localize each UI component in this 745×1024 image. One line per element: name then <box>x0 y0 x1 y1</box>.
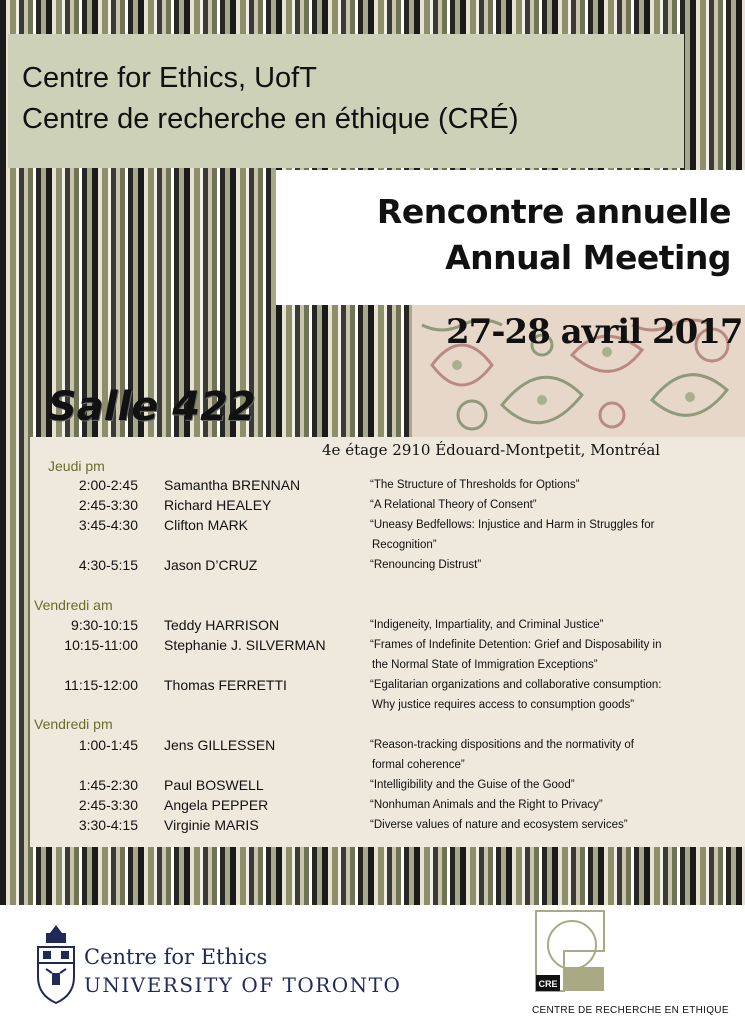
session-talk: “Uneasy Bedfellows: Injustice and Harm in Struggles for <box>370 519 655 531</box>
footer <box>0 905 745 1024</box>
session-time: 2:45-3:30 <box>78 497 138 513</box>
session-time: 11:15-12:00 <box>64 677 138 693</box>
session-talk: “A Relational Theory of Consent” <box>370 499 537 511</box>
session-speaker: Samantha BRENNAN <box>164 477 301 493</box>
session-talk: “Frames of Indefinite Detention: Grief and Disposability in <box>370 639 662 651</box>
meeting-title-fr: Rencontre annuelle <box>376 192 731 231</box>
header-line-1: Centre for Ethics, UofT <box>22 62 317 94</box>
session-speaker: Clifton MARK <box>164 517 249 533</box>
meeting-date: 27-28 avril 2017 <box>446 312 743 352</box>
session-talk: “Indigeneity, Impartiality, and Criminal Justice” <box>370 619 604 631</box>
cre-caption: CENTRE DE RECHERCHE EN ETHIQUE <box>532 1005 729 1016</box>
session-time: 9:30-10:15 <box>71 617 138 633</box>
session-talk: “Diverse values of nature and ecosystem services” <box>370 819 628 831</box>
section-label: Vendredi pm <box>34 716 113 732</box>
session-time: 3:30-4:15 <box>78 817 138 833</box>
session-talk: “Egalitarian organizations and collaborative consumption: <box>370 679 662 691</box>
session-speaker: Stephanie J. SILVERMAN <box>164 637 326 653</box>
session-talk-cont: Why justice requires access to consumption goods” <box>372 699 635 711</box>
session-speaker: Teddy HARRISON <box>164 617 280 633</box>
section-label: Vendredi am <box>34 597 113 613</box>
session-speaker: Paul BOSWELL <box>164 777 264 793</box>
session-time: 4:30-5:15 <box>78 557 138 573</box>
session-talk: “Intelligibility and the Guise of the Good” <box>370 779 575 791</box>
session-time: 1:00-1:45 <box>78 737 138 753</box>
bottom-striped-band <box>0 847 745 905</box>
session-talk: “Renouncing Distrust” <box>370 559 482 571</box>
session-talk-cont: formal coherence” <box>372 759 465 771</box>
uoft-crest-icon <box>34 923 78 1007</box>
session-talk-cont: Recognition” <box>372 539 437 551</box>
session-talk-cont: the Normal State of Immigration Exceptions” <box>372 659 598 671</box>
meeting-title-box <box>276 170 745 305</box>
room-label: Salle 422 <box>48 384 256 430</box>
session-speaker: Angela PEPPER <box>164 797 269 813</box>
session-time: 2:45-3:30 <box>78 797 138 813</box>
meeting-title-en: Annual Meeting <box>445 238 731 277</box>
session-speaker: Thomas FERRETTI <box>164 677 287 693</box>
session-talk: “The Structure of Thresholds for Options” <box>370 479 580 491</box>
session-time: 1:45-2:30 <box>78 777 138 793</box>
session-speaker: Richard HEALEY <box>164 497 272 513</box>
session-time: 2:00-2:45 <box>78 477 138 493</box>
session-time: 3:45-4:30 <box>78 517 138 533</box>
cre-logo-text: CRE <box>538 979 558 989</box>
session-talk: “Reason-tracking dispositions and the normativity of <box>370 739 634 751</box>
header-box <box>8 34 684 168</box>
program-panel <box>30 437 745 847</box>
uoft-centre-name: Centre for Ethics <box>84 945 268 969</box>
session-talk: “Nonhuman Animals and the Right to Privacy” <box>370 799 603 811</box>
cre-logo-icon <box>532 907 608 999</box>
section-label: Jeudi pm <box>48 458 105 474</box>
session-speaker: Jason D’CRUZ <box>164 557 258 573</box>
session-speaker: Virginie MARIS <box>164 817 259 833</box>
header-line-2: Centre de recherche en éthique (CRÉ) <box>22 103 519 135</box>
session-speaker: Jens GILLESSEN <box>164 737 276 753</box>
address: 4e étage 2910 Édouard-Montpetit, Montréal <box>322 441 661 459</box>
session-time: 10:15-11:00 <box>64 637 138 653</box>
uoft-university-name: UNIVERSITY OF TORONTO <box>84 973 402 997</box>
